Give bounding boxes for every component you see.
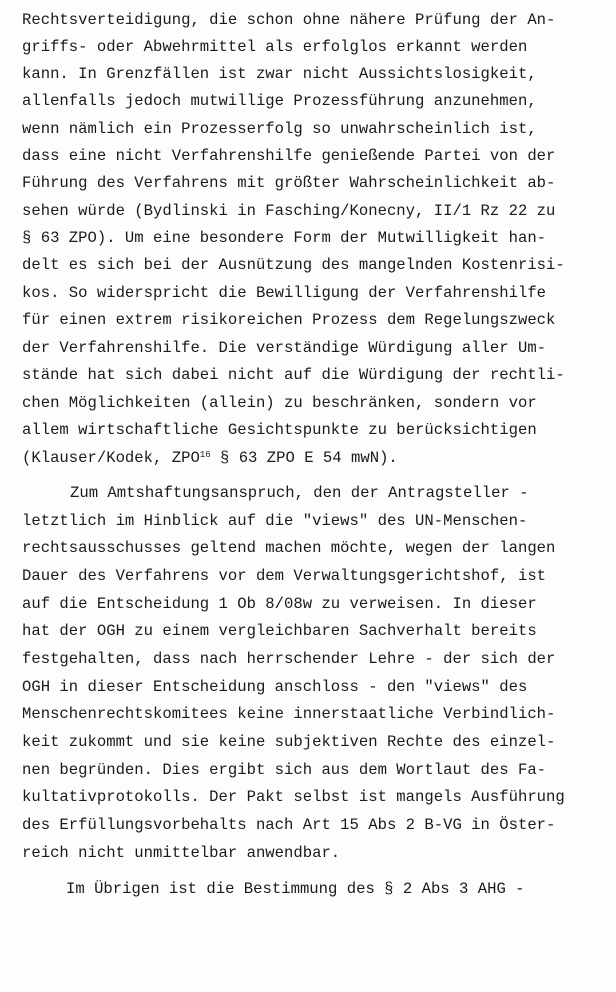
text-line: festgehalten, dass nach herrschender Lehre - der sich der xyxy=(22,650,556,668)
text-line: dass eine nicht Verfahrenshilfe genießende Partei von der xyxy=(22,147,556,165)
text-line: delt es sich bei der Ausnützung des mangelnden Kostenrisi- xyxy=(22,256,565,274)
text-line: rechtsausschusses geltend machen möchte, wegen der langen xyxy=(22,539,556,557)
text-line: kann. In Grenzfällen ist zwar nicht Aussichtslosigkeit, xyxy=(22,65,537,83)
text-line: keit zukommt und sie keine subjektiven Rechte des einzel- xyxy=(22,733,556,751)
text-line: für einen extrem risikoreichen Prozess dem Regelungszweck xyxy=(22,311,556,329)
text-line: sehen würde (Bydlinski in Fasching/Konecny, II/1 Rz 22 zu xyxy=(22,202,556,220)
text-line: Menschenrechtskomitees keine innerstaatliche Verbindlich- xyxy=(22,705,556,723)
text-line: allem wirtschaftliche Gesichtspunkte zu berücksichtigen xyxy=(22,421,537,439)
paragraph-first-line: Im Übrigen ist die Bestimmung des § 2 Abs 3 AHG - xyxy=(66,880,525,898)
text-line: hat der OGH zu einem vergleichbaren Sachverhalt bereits xyxy=(22,622,537,640)
text-line: nen begründen. Dies ergibt sich aus dem Wortlaut des Fa- xyxy=(22,761,547,779)
paragraph-first-line: Zum Amtshaftungsanspruch, den der Antragsteller - xyxy=(70,484,529,502)
edition-superscript: 16 xyxy=(199,450,211,460)
text-line: griffs- oder Abwehrmittel als erfolglos erkannt werden xyxy=(22,38,528,56)
text-line: auf die Entscheidung 1 Ob 8/08w zu verweisen. In dieser xyxy=(22,595,537,613)
text-line: Rechtsverteidigung, die schon ohne nähere Prüfung der An- xyxy=(22,11,556,29)
text-line: reich nicht unmittelbar anwendbar. xyxy=(22,844,341,862)
text-line: des Erfüllungsvorbehalts nach Art 15 Abs 2 B-VG in Öster- xyxy=(22,816,556,834)
text-line: kultativprotokolls. Der Pakt selbst ist mangels Ausführung xyxy=(22,788,565,806)
text-line: OGH in dieser Entscheidung anschloss - den "views" des xyxy=(22,678,528,696)
text-line: stände hat sich dabei nicht auf die Würdigung der rechtli- xyxy=(22,366,565,384)
text-line: letztlich im Hinblick auf die "views" des UN-Menschen- xyxy=(22,512,528,530)
text-line: Führung des Verfahrens mit größter Wahrscheinlichkeit ab- xyxy=(22,174,556,192)
citation-text: (Klauser/Kodek, ZPO xyxy=(22,449,200,467)
citation-text: § 63 ZPO E 54 mwN). xyxy=(210,449,398,467)
text-line: kos. So widerspricht die Bewilligung der Verfahrenshilfe xyxy=(22,284,547,302)
text-line: allenfalls jedoch mutwillige Prozessführung anzunehmen, xyxy=(22,92,537,110)
text-line: § 63 ZPO). Um eine besondere Form der Mutwilligkeit han- xyxy=(22,229,547,247)
text-line: Dauer des Verfahrens vor dem Verwaltungsgerichtshof, ist xyxy=(22,567,547,585)
text-line: chen Möglichkeiten (allein) zu beschränken, sondern vor xyxy=(22,394,537,412)
citation-line xyxy=(22,445,398,471)
text-line: der Verfahrenshilfe. Die verständige Würdigung aller Um- xyxy=(22,339,547,357)
text-line: wenn nämlich ein Prozesserfolg so unwahrscheinlich ist, xyxy=(22,120,537,138)
